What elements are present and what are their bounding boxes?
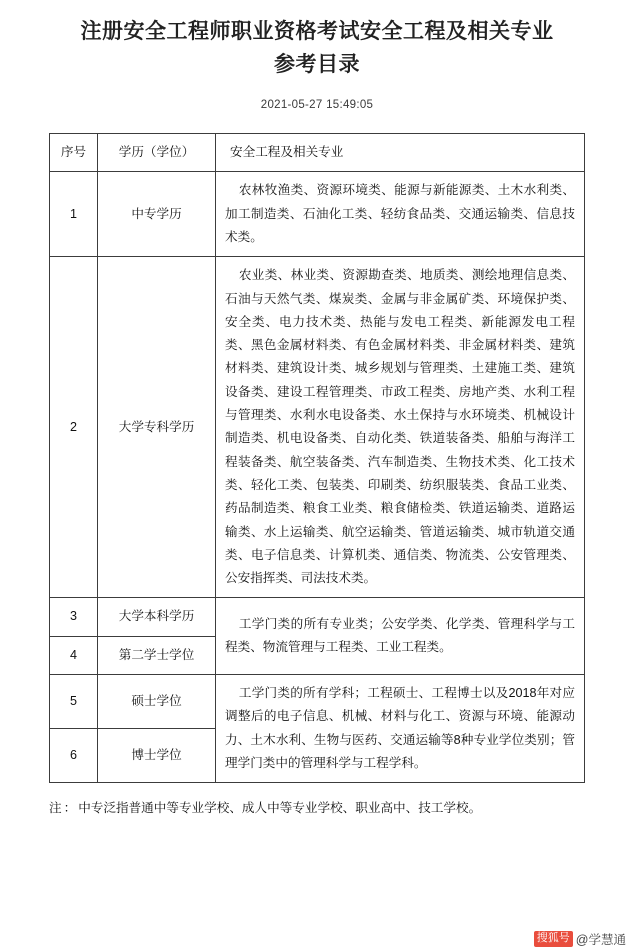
row-education: 硕士学位 [98,675,216,729]
row-number: 4 [50,636,98,674]
page-title [0,0,634,81]
row-education: 大学本科学历 [98,598,216,636]
row-education: 中专学历 [98,172,216,257]
table-row [50,172,585,257]
brand-name: @学慧通 [575,933,626,947]
page-title-line1: 注册安全工程师职业资格考试安全工程及相关专业 [80,20,554,43]
row-major [216,257,585,598]
row-major-text: 工学门类的所有学科；工程硕士、工程博士以及2018年对应调整后的电子信息、机械、材料与化工、资源与环境、能源动力、土木水利、生物与医药、交通运输等8种专业学位类别；管理学门类中的管理科学与工程学科。 [225,686,575,770]
table-row [50,257,585,598]
note-text: 中专泛指普通中等专业学校、成人中等专业学校、职业高中、技工学校。 [78,801,482,816]
row-education: 大学专科学历 [98,257,216,598]
row-major [216,675,585,783]
reference-table [49,133,585,783]
row-number: 2 [50,257,98,598]
row-major [216,598,585,675]
row-education: 博士学位 [98,729,216,783]
row-major [216,172,585,257]
footer-brand [534,930,626,948]
timestamp: 2021-05-27 15:49:05 [260,99,374,112]
header-cell-education: 学历（学位） [98,134,216,172]
page-title-line2: 参考目录 [274,52,360,76]
header-cell-major: 安全工程及相关专业 [216,134,585,172]
row-number: 1 [50,172,98,257]
header-cell-num: 序号 [50,134,98,172]
note-label: 注： [49,801,79,816]
reference-table-container [49,133,585,783]
table-row [50,675,585,729]
row-number: 5 [50,675,98,729]
sohu-badge-icon: 搜狐号 [534,931,573,946]
row-number: 6 [50,729,98,783]
row-major-text: 农林牧渔类、资源环境类、能源与新能源类、土木水利类、加工制造类、石油化工类、轻纺食品类、交通运输类、信息技术类。 [225,183,575,244]
table-row [50,598,585,636]
row-number: 3 [50,598,98,636]
row-major-text: 农业类、林业类、资源勘查类、地质类、测绘地理信息类、石油与天然气类、煤炭类、金属与非金属矿类、环境保护类、安全类、电力技术类、热能与发电工程类、新能源发电工程类、黑色金属材料类、有色金属材料类、非金属材料类、建筑材料类、建筑设计类、城乡规划与管理类、土建施工类、建筑设备类、建设工程管理类、市政工程类、房地产类、水利工程与管理类、水利水电设备类、水土保持与水环境类、机械设计制造类、机电设备类、自动化类、铁道装备类、船舶与海洋工程装备类、航空装备类、汽车制造类、生物技术类、化工技术类、轻化工类、包装类、印刷类、纺织服装类、食品工业类、药品制造类、粮食工业类、粮食储检类、铁道运输类、道路运输类、水上运输类、航空运输类、管道运输类、城市轨道交通类、电子信息类、计算机类、通信类、物流类、公安管理类、公安指挥类、司法技术类。 [225,268,575,586]
row-education: 第二学士学位 [98,636,216,674]
table-note [49,797,585,820]
row-major-text: 工学门类的所有专业类；公安学类、化学类、管理科学与工程类、物流管理与工程类、工业工程类。 [225,616,575,655]
table-header-row [50,134,585,172]
